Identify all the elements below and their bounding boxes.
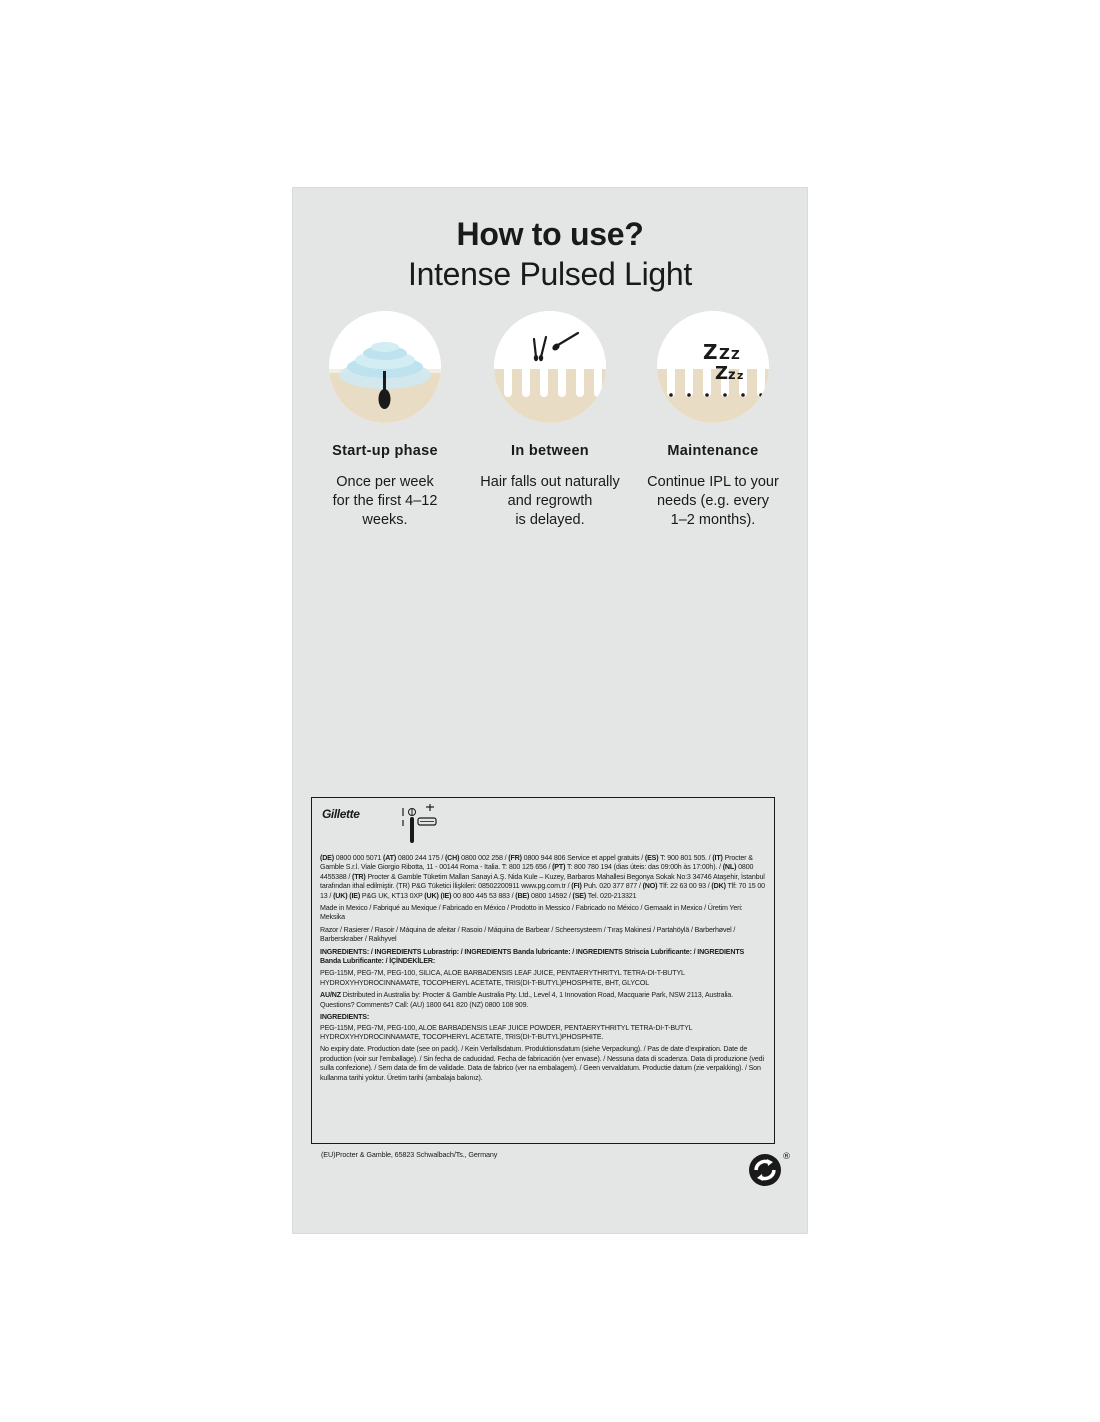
step-label: Start-up phase — [332, 443, 438, 459]
hair-falling-icon — [494, 311, 606, 423]
gillette-logo: Gillette — [322, 807, 360, 821]
brand-row — [322, 804, 462, 844]
step-maintenance — [629, 311, 797, 530]
registered-mark: ® — [782, 1152, 791, 1162]
legal-info-box — [311, 797, 775, 1144]
svg-text:z: z — [728, 368, 736, 383]
pulse-light-icon — [329, 311, 441, 423]
au-ingredients-list: PEG-115M, PEG-7M, PEG-100, ALOE BARBADENSIS LEAF JUICE POWDER, PENTAERYTHRITYL TETRA-DI-T-BUTYL HYDROXYHYDROCINNAMATE, TOCOPHERYL ACETATE, TRIS(DI-T-BUTYL)PHOSPHITE. — [320, 1023, 693, 1041]
step-description: Hair falls out naturally and regrowth is delayed. — [480, 474, 620, 528]
expiry-text: No expiry date. Production date (see on pack). / Kein Verfallsdatum. Produktionsdatum (siehe Verpackung). / Pas de date d’expiration. Date de production (voir sur l’emballage). / Sin fecha de caducidad. Fecha de fabricación (ver envase). / Nessuna data di scadenza. Data di produzione (vedi sulla confezione). / Sem data de fim de validade. Data de fabrico (ver na embalagem). / Geen vervaldatum. Productie datum (zie verpakking). / Son kullanma tarihi yoktur. Üretim tarihi (ambalaja bakınız). — [320, 1045, 764, 1082]
svg-text:Z: Z — [719, 345, 730, 363]
razor-text: Razor / Rasierer / Rasoir / Máquina de afeitar / Rasoio / Máquina de Barbear / Scheersysteem / Tıraş Makinesi / Partahöylä / Barberhøvel / Barberskraber / Rakhyvel — [320, 925, 736, 944]
page-title: How to use? — [456, 216, 644, 252]
step-description: Continue IPL to your needs (e.g. every 1–2 months). — [647, 474, 779, 528]
step-in-between — [466, 311, 634, 530]
razor-icon — [400, 804, 450, 846]
au-nz-text: AU/NZ Distributed in Australia by: Procter & Gamble Australia Pty. Ltd., Level 4, 1 Innovation Road, Macquarie Park, NSW 2113, Australia. Questions? Comments? Call: (AU) 1800 641 820 (NZ) 0800 108 909. — [320, 991, 733, 1009]
ingredients-heading: INGREDIENTS: / INGREDIENTS Lubrastrip: / INGREDIENTS Banda lubricante: / INGREDIENTS Striscia Lubrificante: / INGREDIENTS Banda Lubrificante: / İÇİNDEKİLER: — [320, 947, 745, 966]
step-description: Once per week for the first 4–12 weeks. — [332, 474, 438, 528]
svg-text:Z: Z — [703, 340, 718, 364]
svg-text:Z: Z — [731, 348, 740, 362]
svg-text:Z: Z — [715, 363, 729, 384]
step-startup — [301, 311, 469, 530]
green-dot-recycle-icon — [748, 1150, 791, 1188]
svg-text:z: z — [737, 369, 744, 382]
ingredients-list: PEG-115M, PEG-7M, PEG-100, SILICA, ALOE BARBADENSIS LEAF JUICE, PENTAERYTHRITYL TETRA-DI-T-BUTYL HYDROXYHYDROCINNAMATE, TOCOPHERYL ACETATE, TRIS(DI-T-BUTYL)PHOSPHITE, BHT, GLYCOL — [320, 969, 685, 987]
sleeping-follicles-icon — [657, 311, 769, 423]
footer-address: (EU)Procter & Gamble, 65823 Schwalbach/Ts., Germany — [321, 1150, 498, 1159]
made-in-text: Made in Mexico / Fabriqué au Mexique / Fabricado en México / Prodotto in Messico / Fabricado no México / Gemaakt in Mexico / Üretim Yeri: Meksika — [320, 904, 743, 922]
page-subtitle: Intense Pulsed Light — [408, 256, 692, 292]
step-label: Maintenance — [667, 443, 759, 459]
legal-text — [320, 854, 766, 1086]
how-to-use-panel — [293, 188, 807, 1233]
contacts-text: (DE) 0800 000 5071 (AT) 0800 244 175 / (CH) 0800 002 258 / (FR) 0800 944 806 Service et appel gratuits / (ES) T: 900 801 505. / (IT) Procter & Gamble S.r.l. Viale Giorgio Ribotta, 11 - 00144 Roma - Italia. T: 800 125 656 / (PT) T: 800 780 194 (dias úteis: das 09:00h às 17:00h). / (NL) 0800 4455388 / (TR) Procter & Gamble Tüketim Malları Sanayi A.Ş. Nida Kule – Kuzey, Barbaros Mahallesi Begonya Sokak No:3 34746 Ataşehir, İstanbul tarafından ithal edilmiştir. (TR) P&G Tüketici İlişkileri: 08502200911 www.pg.com.tr / (FI) Puh. 020 377 877 / (NO) Tlf: 22 63 00 93 / (DK) Tlf: 70 15 00 13 / (UK) (IE) P&G UK, KT13 0XP (UK) (IE) 00 800 445 53 883 / (BE) 0800 14592 / (SE) Tel. 020-213321 — [320, 854, 765, 900]
au-ingredients-heading: INGREDIENTS: — [320, 1013, 370, 1022]
step-label: In between — [511, 443, 589, 459]
